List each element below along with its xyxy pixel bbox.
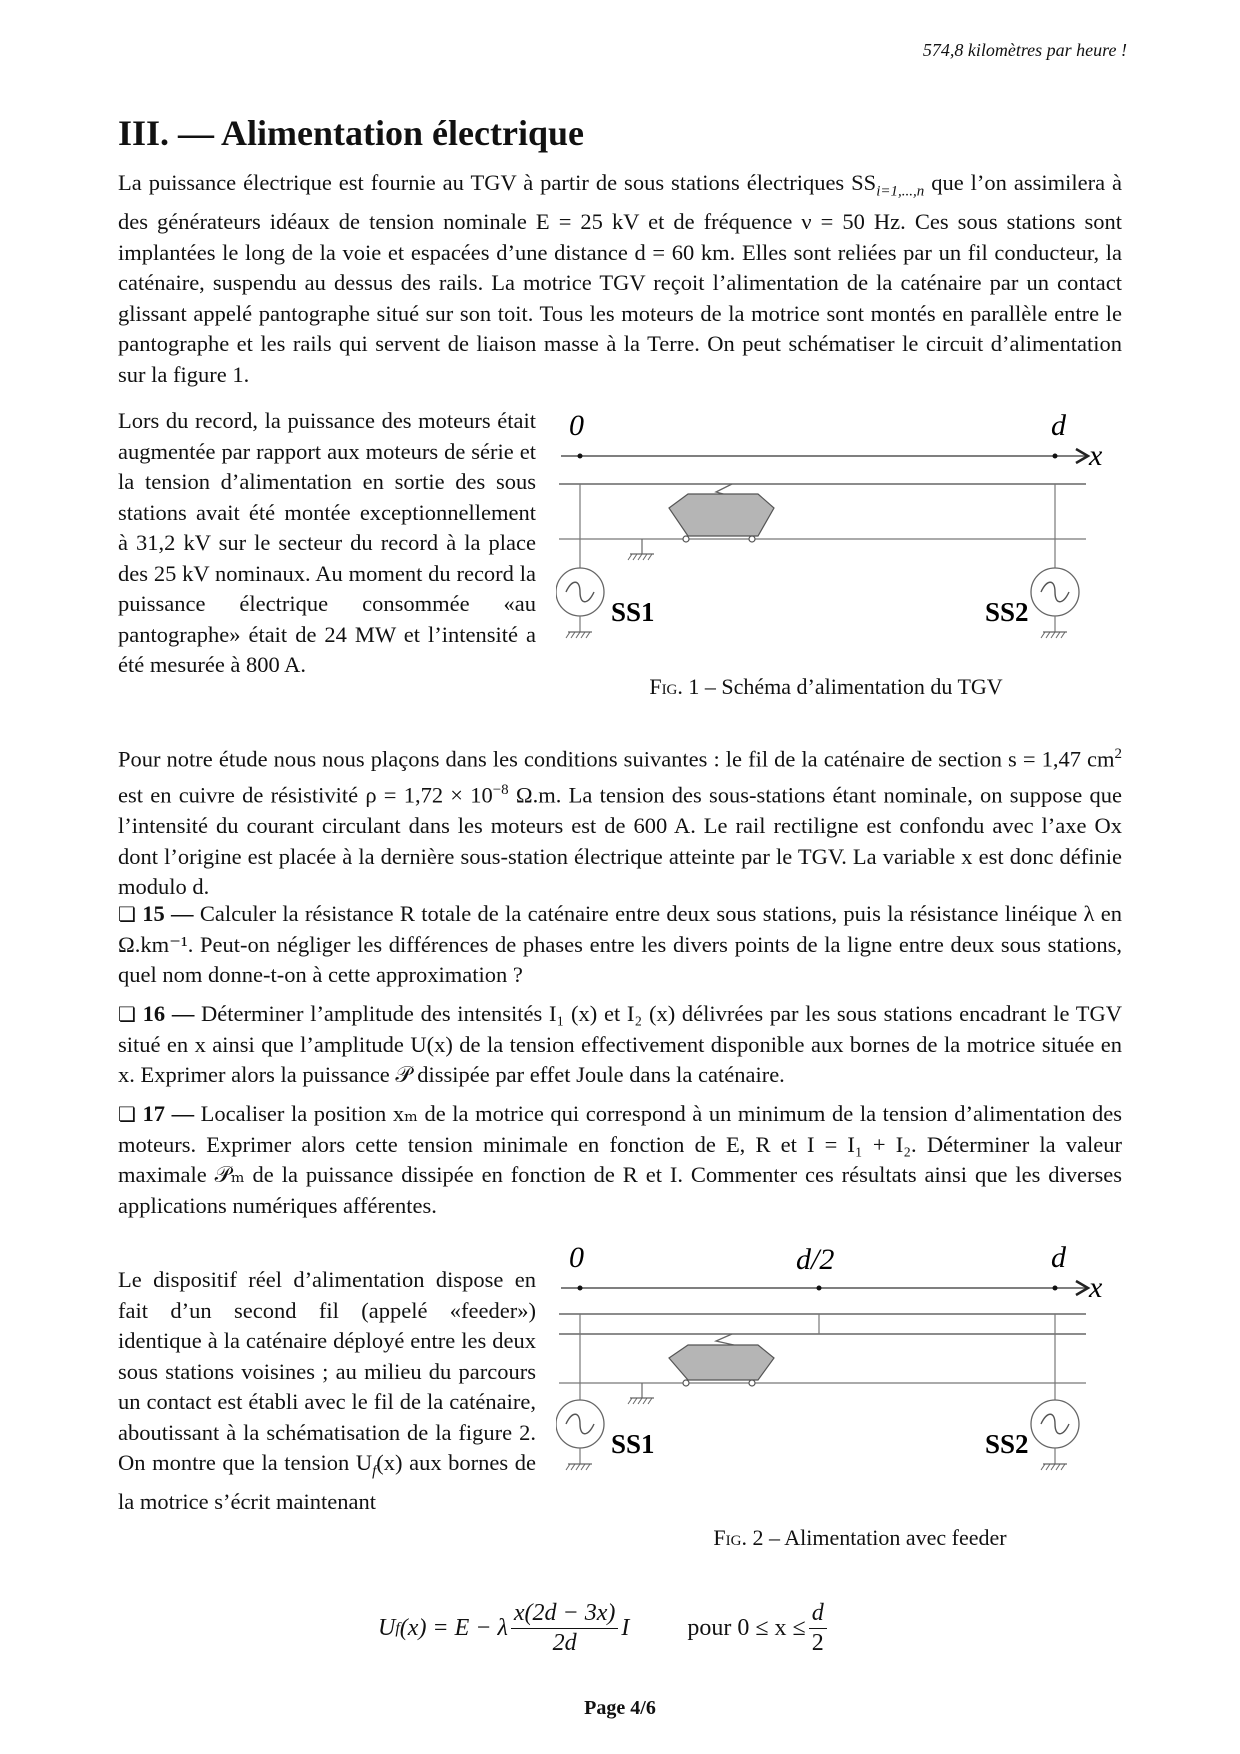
formula-denominator: 2d — [552, 1630, 577, 1656]
conditions-sup-b: −8 — [492, 782, 509, 798]
fig2-ss1-ground-icon — [566, 1464, 592, 1470]
fig1-origin-dot — [578, 454, 583, 459]
fig2-caption-prefix: Fig. — [713, 1525, 747, 1550]
formula-lhs: U — [378, 1615, 396, 1641]
fig2-ss1-label: SS1 — [611, 1429, 655, 1459]
fig2-ss2-ground-icon — [1041, 1464, 1067, 1470]
formula-fraction — [511, 1600, 618, 1657]
question-17 — [118, 1099, 1122, 1221]
question-16-text: Déterminer l’amplitude des intensités I₁ (x) et I₂ (x) délivrées par les sous stations encadrant le TGV situé en x ainsi que l’amplitude U(x) de la tension effectivement disponible aux bornes de la motrice située en x. Exprimer alors la puissance 𝒫 dissipée par effet Joule dans la caténaire. — [118, 1001, 1123, 1087]
intro-subscript: i=1,...,n — [876, 183, 925, 200]
fig2-wheel-left — [683, 1380, 689, 1386]
formula-cond-numerator: d — [809, 1600, 827, 1629]
fig2-ss1-generator-icon — [556, 1400, 604, 1448]
fig2-d-dot — [1053, 1286, 1058, 1291]
formula-lhs-sub: f — [395, 1619, 400, 1637]
fig2-x-label: x — [1089, 1271, 1103, 1304]
formula-lhs-arg: (x) = E − λ — [399, 1615, 508, 1641]
page-number: Page 4/6 — [584, 1697, 656, 1719]
fig1-ss1-generator-icon — [556, 568, 604, 616]
fig2-ss2-label: SS2 — [985, 1429, 1029, 1459]
feeder-subscript: f — [372, 1463, 377, 1480]
question-17-number: 17 — — [142, 1101, 195, 1126]
figure-1-caption — [556, 674, 1096, 700]
running-header: 574,8 kilomètres par heure ! — [922, 40, 1127, 60]
fig1-d-label: d — [1051, 410, 1066, 442]
fig1-d-dot — [1053, 454, 1058, 459]
fig1-tgv-locomotive — [669, 494, 774, 536]
intro-text-1: La puissance électrique est fournie au TGV à partir de sous stations électriques SS — [118, 170, 877, 195]
conditions-text-a: Pour notre étude nous nous plaçons dans les conditions suivantes : le fil de la caténaire de section s = 1,47 cm — [118, 746, 1115, 772]
fig2-half-label: d/2 — [796, 1243, 835, 1276]
fig1-ss2-label: SS2 — [985, 597, 1029, 627]
formula-numerator: x(2d − 3x) — [511, 1600, 618, 1629]
question-15-number: 15 — — [142, 901, 194, 926]
conditions-text-c: Ω.m. La tension des sous-stations étant nominale, on suppose que l’intensité du courant circulant dans les moteurs est de 600 A. Le rail rectiligne est confondu avec l’axe Ox dont l’origine est placée à la dernière sous-station électrique atteinte par le TGV. La variable x est donc définie modulo d. — [118, 782, 1122, 899]
feeder-paragraph — [118, 1265, 536, 1518]
checkbox-icon: ❏ — [118, 1102, 136, 1126]
fig2-d-label: d — [1051, 1242, 1066, 1274]
fig2-wheel-right — [749, 1380, 755, 1386]
fig2-tgv-locomotive — [669, 1345, 774, 1380]
conditions-sup-a: 2 — [1114, 746, 1122, 762]
fig1-rail-ground-icon — [628, 539, 654, 560]
formula-condition-fraction — [809, 1600, 827, 1657]
question-17-text: Localiser la position xₘ de la motrice qui correspond à un minimum de la tension d’alimentation des moteurs. Exprimer alors cette tension minimale en fonction de E, R et I = I₁ + I₂. Déterminer la valeur maximale 𝒫ₘ de la puissance dissipée en fonction de R et I. Commenter ces résultats ainsi que les diverses applications numériques afférentes. — [118, 1101, 1122, 1218]
formula-cond-denominator: 2 — [811, 1630, 824, 1656]
formula-condition: pour 0 ≤ x ≤ — [687, 1615, 806, 1641]
section-title: III. — Alimentation électrique — [118, 113, 584, 153]
figure-2-caption — [590, 1525, 1130, 1551]
record-paragraph: Lors du record, la puissance des moteurs était augmentée par rapport aux moteurs de série et la tension d’alimentation en sortie des sous stations avait été montée exceptionnellement à 31,2 kV sur le secteur du record à la place des 25 kV nominaux. Au moment du record la puissance électrique consommée «au pantographe» était de 24 MW et l’intensité a été mesurée à 800 A. — [118, 408, 536, 677]
fig1-origin-label: 0 — [569, 410, 584, 442]
question-15 — [118, 899, 1122, 991]
question-16 — [118, 999, 1122, 1091]
fig2-half-dot — [817, 1286, 822, 1291]
fig1-caption-text: 1 – Schéma d’alimentation du TGV — [682, 674, 1003, 699]
fig1-ss1-ground-icon — [566, 632, 592, 638]
fig1-ss1-label: SS1 — [611, 597, 655, 627]
feeder-text: Le dispositif réel d’alimentation dispose en fait d’un second fil (appelé «feeder») identique à la caténaire déployé entre les deux sous stations voisines ; au milieu du parcours un contact est établi avec le fil de la caténaire, aboutissant à la schématisation de la figure 2. On montre que la tension U — [118, 1267, 536, 1475]
fig2-origin-label: 0 — [569, 1242, 584, 1274]
checkbox-icon: ❏ — [118, 902, 136, 926]
fig1-wheel-right — [749, 536, 755, 542]
conditions-text-b: est en cuivre de résistivité ρ = 1,72 × 10 — [118, 782, 493, 808]
figure-1-diagram — [556, 410, 1136, 650]
fig1-ss2-ground-icon — [1041, 632, 1067, 638]
question-16-number: 16 — — [142, 1001, 195, 1026]
question-15-text: Calculer la résistance R totale de la caténaire entre deux sous stations, puis la résistance linéique λ en Ω.km⁻¹. Peut-on négliger les différences de phases entre les divers points de la ligne entre deux sous stations, quel nom donne-t-on à cette approximation ? — [118, 901, 1123, 987]
feeder-text-end: (x) aux bornes de la motrice s’écrit maintenant — [118, 1450, 536, 1514]
fig1-ss2-generator-icon — [1031, 568, 1079, 616]
fig2-ss2-generator-icon — [1031, 1400, 1079, 1448]
fig2-caption-text: 2 – Alimentation avec feeder — [746, 1525, 1007, 1550]
checkbox-icon: ❏ — [118, 1002, 136, 1026]
fig2-origin-dot — [578, 1286, 583, 1291]
feeder-voltage-formula — [378, 1600, 830, 1657]
figure-2-diagram — [556, 1242, 1136, 1482]
fig1-caption-prefix: Fig. — [649, 674, 683, 699]
fig1-wheel-left — [683, 536, 689, 542]
conditions-paragraph — [118, 739, 1122, 903]
fig1-x-label: x — [1089, 439, 1103, 472]
intro-paragraph — [118, 168, 1122, 390]
intro-text-2: que l’on assimilera à des générateurs idéaux de tension nominale E = 25 kV et de fréquence ν = 50 Hz. Ces sous stations sont implantées le long de la voie et espacées d’une distance d = 60 km. Elles sont reliées par un fil conducteur, la caténaire, suspendu au dessus des rails. La motrice TGV reçoit l’alimentation de la caténaire par un contact glissant appelé pantographe situé sur son toit. Tous les moteurs de la motrice sont montés en parallèle entre le pantographe et les rails qui servent de liaison masse à la Terre. On peut schématiser le circuit d’alimentation sur la figure 1. — [118, 170, 1123, 387]
formula-tail: I — [621, 1615, 630, 1641]
fig2-rail-ground-icon — [628, 1383, 654, 1404]
